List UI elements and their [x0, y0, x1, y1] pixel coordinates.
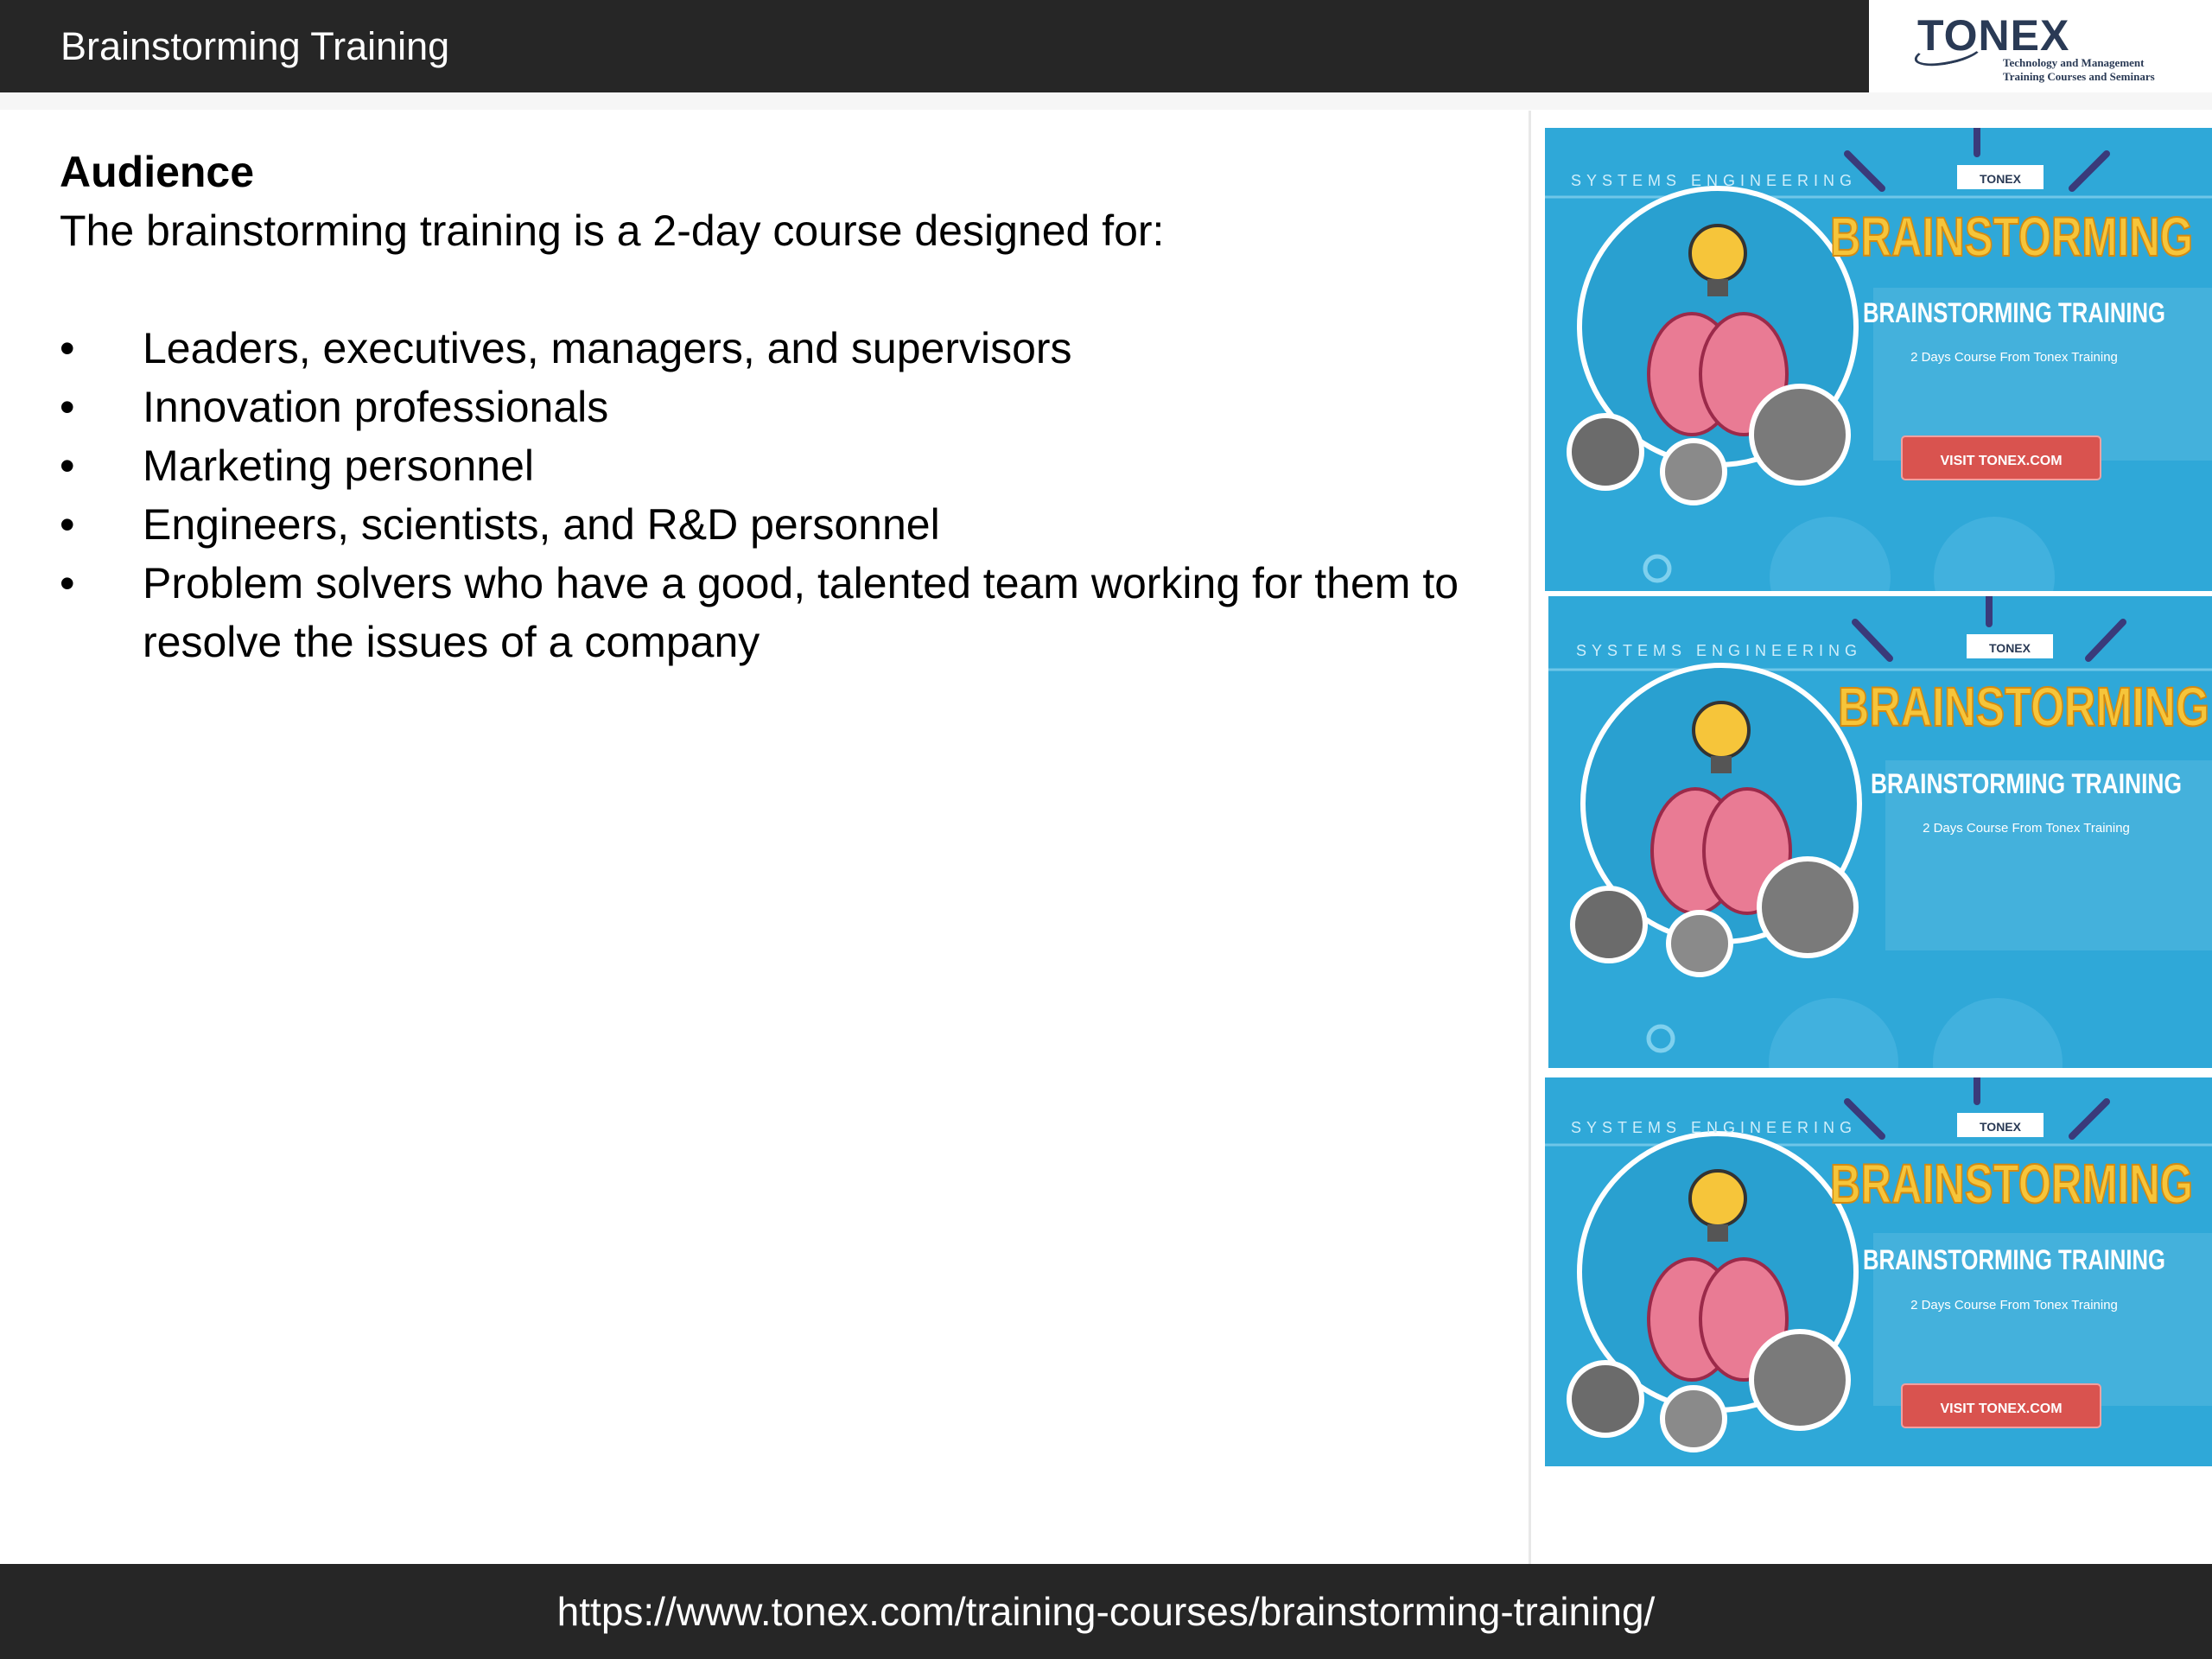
list-item-text: Leaders, executives, managers, and supervisors	[143, 324, 1072, 372]
bullet-icon: •	[60, 500, 75, 549]
list-item	[60, 495, 1511, 554]
banner-kicker: SYSTEMS ENGINEERING	[1576, 642, 1863, 659]
banner-tagline: 2 Days Course From Tonex Training	[1923, 821, 2130, 836]
list-item-text: Engineers, scientists, and R&D personnel	[143, 500, 940, 549]
banner-subtitle: BRAINSTORMING TRAINING	[1871, 768, 2182, 799]
lightbulb-icon	[1690, 1171, 1745, 1226]
photo-bubble-icon	[1751, 1332, 1848, 1428]
promo-banner-3[interactable]	[1545, 1077, 2212, 1466]
list-item-text: Marketing personnel	[143, 442, 535, 490]
banner-kicker: SYSTEMS ENGINEERING	[1571, 172, 1858, 189]
photo-bubble-icon	[1662, 441, 1725, 503]
banner-subtitle: BRAINSTORMING TRAINING	[1863, 1244, 2165, 1275]
promo-banner-1[interactable]	[1545, 128, 2212, 591]
intro-text: The brainstorming training is a 2-day course designed for:	[60, 207, 1165, 255]
banner-graphic	[1545, 1077, 2212, 1466]
photo-bubble-icon	[1569, 416, 1642, 488]
promo-banner-2[interactable]	[1548, 596, 2212, 1068]
badge-text: TONEX	[1989, 641, 2031, 655]
photo-bubble-icon	[1573, 888, 1645, 961]
audience-list	[60, 319, 1511, 671]
list-item-text: Innovation professionals	[143, 383, 609, 431]
badge-text: TONEX	[1980, 1120, 2021, 1134]
list-item	[60, 554, 1511, 671]
visit-button-label: VISIT TONEX.COM	[1940, 454, 2063, 468]
tonex-logo	[1869, 0, 2212, 92]
logo-tagline-2: Training Courses and Seminars	[2003, 70, 2155, 83]
bullet-icon: •	[60, 383, 75, 431]
list-item-text: Problem solvers who have a good, talented team working for them to resolve the issues of a company	[143, 559, 1459, 666]
lightbulb-icon	[1690, 226, 1745, 281]
lightbulb-icon	[1694, 702, 1749, 758]
logo-wordmark: TONEX	[1917, 11, 2070, 60]
badge-text: TONEX	[1980, 172, 2021, 186]
photo-bubble-icon	[1662, 1388, 1725, 1450]
banner-tagline: 2 Days Course From Tonex Training	[1910, 350, 2118, 365]
banner-graphic	[1545, 128, 2212, 591]
banner-graphic	[1548, 596, 2212, 1068]
photo-bubble-icon	[1569, 1363, 1642, 1435]
course-url-link[interactable]: https://www.tonex.com/training-courses/brainstorming-training/	[556, 1589, 1656, 1634]
bullet-icon: •	[60, 324, 75, 372]
header-divider	[0, 92, 2212, 110]
list-item	[60, 378, 1511, 436]
column-divider	[1529, 111, 1531, 1564]
banner-kicker: SYSTEMS ENGINEERING	[1571, 1119, 1858, 1136]
banner-headline: BRAINSTORMING	[1830, 206, 2193, 268]
visit-button-label: VISIT TONEX.COM	[1940, 1402, 2063, 1416]
bullet-icon: •	[60, 442, 75, 490]
banner-subtitle: BRAINSTORMING TRAINING	[1863, 297, 2165, 328]
bullet-icon: •	[60, 559, 75, 607]
list-item	[60, 319, 1511, 378]
header-bar	[0, 0, 1869, 92]
banner-headline: BRAINSTORMING	[1838, 676, 2209, 738]
section-heading: Audience	[60, 148, 255, 196]
logo-tagline-1: Technology and Management	[2003, 56, 2145, 69]
audience-section	[60, 143, 1511, 671]
photo-bubble-icon	[1669, 912, 1731, 975]
list-item	[60, 436, 1511, 495]
photo-bubble-icon	[1759, 859, 1856, 956]
banner-headline: BRAINSTORMING	[1830, 1153, 2193, 1215]
footer-bar	[0, 1564, 2212, 1659]
photo-bubble-icon	[1751, 386, 1848, 483]
slide-title: Brainstorming Training	[60, 24, 450, 68]
banner-tagline: 2 Days Course From Tonex Training	[1910, 1298, 2118, 1313]
